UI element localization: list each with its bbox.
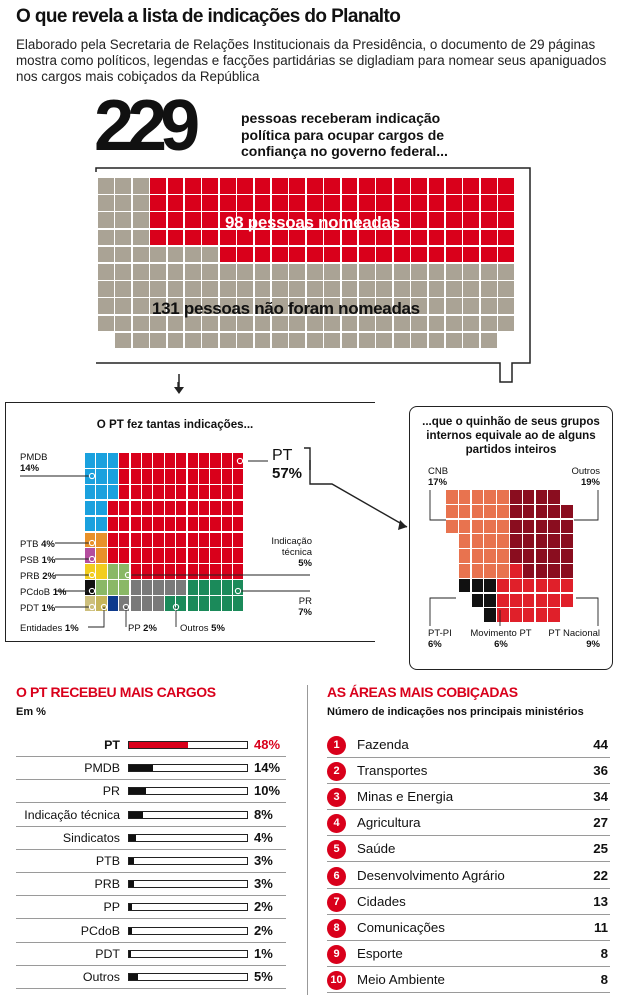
bar-track bbox=[128, 973, 248, 981]
bar-track bbox=[128, 741, 248, 749]
page-subtitle: Elaborado pela Secretaria de Relações Institucionais da Presidência, o documento de 29 páginas mostra como políticos, legendas e facções partidárias se digladiam para nomear seus apaniguados nos cargos mais cobiçados da República bbox=[16, 37, 607, 84]
bar-category-label: Indicação técnica bbox=[24, 807, 120, 822]
ministry-count: 25 bbox=[593, 841, 608, 857]
bar-chart-title: O PT RECEBEU MAIS CARGOS bbox=[16, 684, 216, 700]
bar-value-label: 10% bbox=[254, 783, 281, 799]
bar-value-label: 14% bbox=[254, 760, 281, 776]
bar-fill bbox=[129, 881, 134, 887]
pt-panel-title: O PT fez tantas indicações... bbox=[96, 418, 254, 431]
rank-badge: 6 bbox=[327, 867, 346, 886]
ministry-count: 11 bbox=[593, 919, 608, 935]
ranking-row bbox=[327, 889, 610, 915]
bar-fill bbox=[129, 742, 188, 748]
bar-row bbox=[16, 920, 286, 943]
bar-track bbox=[128, 787, 248, 795]
bar-category-label: PTB bbox=[95, 854, 120, 868]
ministry-name: Agricultura bbox=[357, 815, 421, 831]
ranking-row bbox=[327, 941, 610, 967]
rank-badge: 4 bbox=[327, 814, 346, 833]
rank-badge: 2 bbox=[327, 762, 346, 781]
label-cnb: CNB 17% bbox=[428, 466, 449, 488]
label-ptb: PTB 4% bbox=[20, 539, 55, 550]
rank-badge: 3 bbox=[327, 788, 346, 807]
rank-badge: 8 bbox=[327, 919, 346, 938]
ministry-count: 8 bbox=[600, 945, 608, 961]
bar-track bbox=[128, 764, 248, 772]
ministry-name: Meio Ambiente bbox=[357, 971, 445, 987]
bar-value-label: 2% bbox=[254, 922, 273, 938]
ministry-count: 8 bbox=[600, 971, 608, 987]
bar-row bbox=[16, 734, 286, 757]
ministry-name: Esporte bbox=[357, 945, 403, 961]
bar-category-label: PP bbox=[103, 900, 120, 915]
bar-row bbox=[16, 873, 286, 896]
ministry-count: 22 bbox=[593, 867, 608, 883]
bar-fill bbox=[129, 928, 132, 934]
bar-category-label: PR bbox=[102, 784, 120, 799]
ministry-name: Comunicações bbox=[357, 919, 445, 935]
label-pt-nacional: PT Nacional 9% bbox=[548, 628, 600, 650]
section-divider bbox=[307, 685, 308, 995]
bar-row bbox=[16, 850, 286, 873]
ranking-row bbox=[327, 836, 610, 862]
ministry-count: 27 bbox=[593, 815, 608, 831]
bar-category-label: PCdoB bbox=[80, 923, 120, 938]
ranking-row bbox=[327, 915, 610, 941]
rank-badge: 10 bbox=[327, 971, 346, 990]
label-outros-parties: Outros 5% bbox=[180, 623, 225, 634]
rank-badge: 9 bbox=[327, 945, 346, 964]
bar-fill bbox=[129, 812, 143, 818]
bar-fill bbox=[129, 835, 136, 841]
bar-value-label: 48% bbox=[254, 737, 281, 752]
bar-row bbox=[16, 757, 286, 780]
ministry-name: Minas e Energia bbox=[357, 789, 454, 805]
bar-row bbox=[16, 827, 286, 850]
bar-track bbox=[128, 857, 248, 865]
bar-value-label: 3% bbox=[254, 853, 273, 868]
label-indicacao-tecnica: Indicação técnica 5% bbox=[271, 536, 312, 569]
bar-value-label: 1% bbox=[254, 945, 273, 961]
label-pt-pi: PT-PI 6% bbox=[428, 628, 452, 650]
ministry-count: 44 bbox=[593, 737, 608, 752]
label-pmdb: PMDB 14% bbox=[20, 452, 48, 474]
bar-row bbox=[16, 943, 286, 966]
bar-fill bbox=[129, 904, 132, 910]
rank-badge: 7 bbox=[327, 893, 346, 912]
ranking-row bbox=[327, 758, 610, 784]
total-indicated-caption: pessoas receberam indicação política para ocupar cargos de confiança no governo federal... bbox=[241, 110, 448, 159]
bar-value-label: 5% bbox=[254, 969, 273, 984]
ranking-row bbox=[327, 784, 610, 810]
bar-category-label: Sindicatos bbox=[62, 830, 120, 845]
ministry-count: 34 bbox=[593, 789, 608, 805]
bar-fill bbox=[129, 788, 146, 794]
bar-fill bbox=[129, 974, 138, 980]
bar-track bbox=[128, 903, 248, 911]
label-pp: PP 2% bbox=[128, 623, 157, 634]
bar-fill bbox=[129, 951, 131, 957]
label-entidades: Entidades 1% bbox=[20, 623, 79, 634]
total-indicated-number: 229 bbox=[94, 86, 194, 166]
label-movimento-pt: Movimento PT 6% bbox=[470, 628, 532, 650]
bar-row bbox=[16, 966, 286, 989]
label-pt-name: PT bbox=[272, 447, 293, 464]
bar-category-label: Outros bbox=[82, 970, 120, 984]
ministry-name: Desenvolvimento Agrário bbox=[357, 867, 505, 883]
bar-track bbox=[128, 811, 248, 819]
label-pr: PR 7% bbox=[298, 596, 312, 618]
ranking-subtitle: Número de indicações nos principais ministérios bbox=[327, 706, 584, 718]
bar-fill bbox=[129, 858, 134, 864]
bar-row bbox=[16, 780, 286, 803]
bar-track bbox=[128, 927, 248, 935]
label-pdt: PDT 1% bbox=[20, 603, 56, 614]
bar-category-label: PRB bbox=[94, 877, 120, 892]
label-prb: PRB 2% bbox=[20, 571, 56, 582]
ministry-name: Saúde bbox=[357, 841, 396, 857]
label-outros-groups: Outros 19% bbox=[571, 466, 600, 488]
not-nominated-label: 131 pessoas não foram nomeadas bbox=[152, 299, 420, 318]
ministry-name: Transportes bbox=[357, 763, 428, 779]
label-psb: PSB 1% bbox=[20, 555, 56, 566]
label-pcdob: PCdoB 1% bbox=[20, 587, 67, 598]
bar-row bbox=[16, 896, 286, 919]
ranking-title: AS ÁREAS MAIS COBIÇADAS bbox=[327, 684, 518, 700]
bar-fill bbox=[129, 765, 153, 771]
ranking-row bbox=[327, 732, 610, 758]
bar-category-label: PMDB bbox=[84, 761, 120, 776]
bar-row bbox=[16, 804, 286, 827]
ministry-name: Fazenda bbox=[357, 737, 409, 752]
ranking-row bbox=[327, 810, 610, 836]
bar-value-label: 2% bbox=[254, 899, 273, 915]
bar-track bbox=[128, 834, 248, 842]
bar-value-label: 3% bbox=[254, 876, 273, 892]
rank-badge: 1 bbox=[327, 736, 346, 755]
rank-badge: 5 bbox=[327, 840, 346, 859]
bar-category-label: PT bbox=[104, 738, 120, 752]
bar-chart-unit: Em % bbox=[16, 706, 46, 718]
bar-category-label: PDT bbox=[95, 946, 120, 961]
groups-panel-title: ...que o quinhão de seus grupos internos equivale ao de alguns partidos inteiros bbox=[422, 415, 600, 456]
bar-track bbox=[128, 950, 248, 958]
ministry-count: 36 bbox=[593, 763, 608, 779]
label-pt-value: 57% bbox=[272, 465, 303, 482]
ranking-row bbox=[327, 863, 610, 889]
page-title: O que revela a lista de indicações do Planalto bbox=[16, 6, 401, 27]
nominated-label: 98 pessoas nomeadas bbox=[225, 213, 400, 232]
ranking-row bbox=[327, 967, 610, 993]
bar-track bbox=[128, 880, 248, 888]
ministry-name: Cidades bbox=[357, 893, 406, 909]
bar-value-label: 8% bbox=[254, 806, 273, 822]
bar-value-label: 4% bbox=[254, 829, 273, 845]
ministry-count: 13 bbox=[593, 893, 608, 909]
